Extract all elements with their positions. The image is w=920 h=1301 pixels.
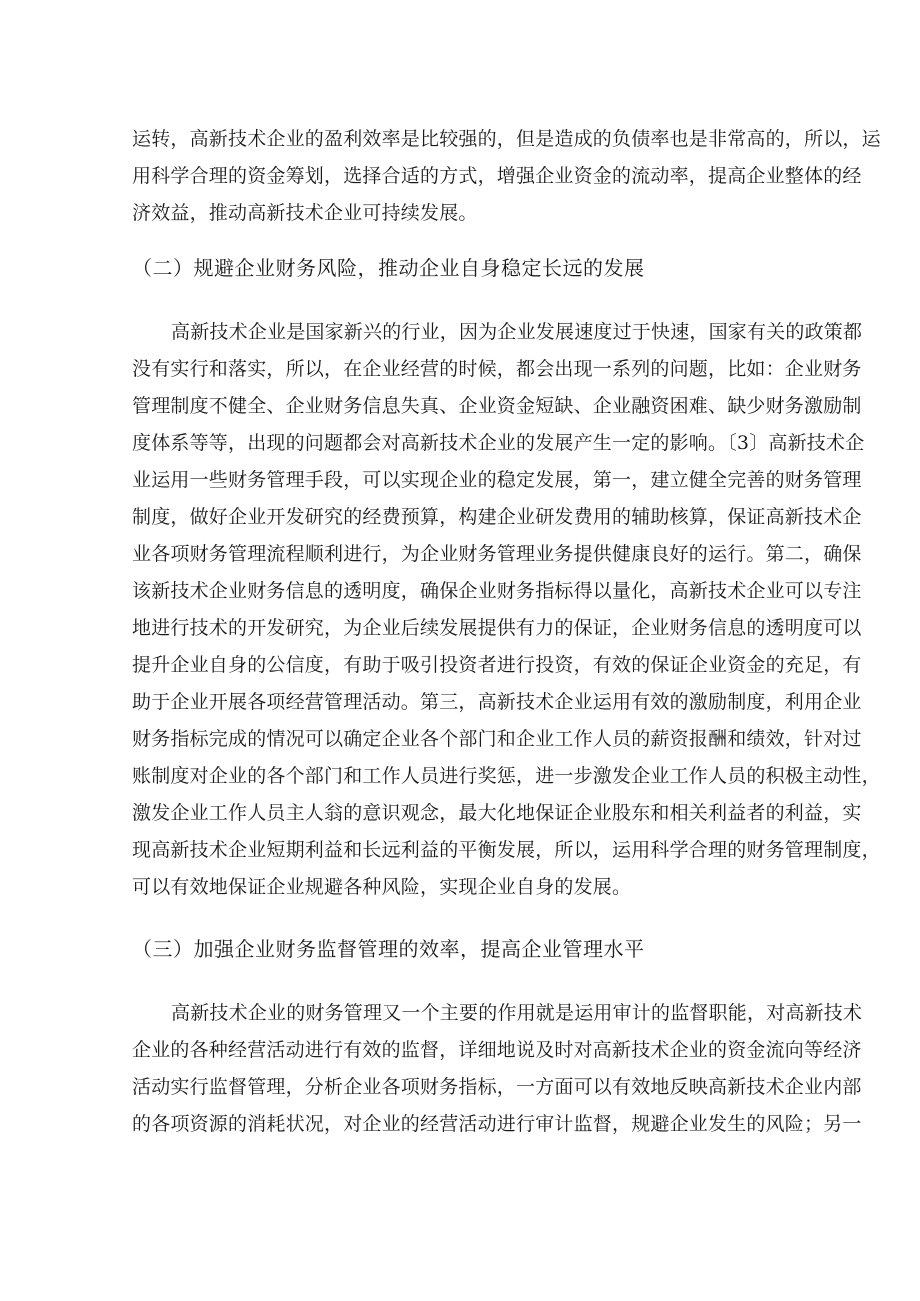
paragraph-line: 活动实行监督管理，分析企业各项财务指标，一方面可以有效地反映高新技术企业内部	[132, 1076, 862, 1098]
paragraph-line: 运转，高新技术企业的盈利效率是比较强的，但是造成的负债率也是非常高的，所以，运	[132, 128, 881, 150]
paragraph-line: 提升企业自身的公信度，有助于吸引投资者进行投资，有效的保证企业资金的充足，有	[132, 654, 862, 676]
paragraph-line: 管理制度不健全、企业财务信息失真、企业资金短缺、企业融资困难、缺少财务激励制	[132, 395, 862, 417]
paragraph-line: 用科学合理的资金筹划，选择合适的方式，增强企业资金的流动率，提高企业整体的经	[132, 165, 862, 187]
paragraph-line: 地进行技术的开发研究，为企业后续发展提供有力的保证，企业财务信息的透明度可以	[132, 617, 862, 639]
paragraph-line: 度体系等等，出现的问题都会对高新技术企业的发展产生一定的影响。〔3〕高新技术企	[132, 432, 865, 454]
paragraph-line: 激发企业工作人员主人翁的意识观念，最大化地保证企业股东和相关利益者的利益，实	[132, 802, 862, 824]
paragraph-line: 高新技术企业的财务管理又一个主要的作用就是运用审计的监督职能，对高新技术	[171, 1002, 863, 1024]
paragraph-line: 该新技术企业财务信息的透明度，确保企业财务指标得以量化，高新技术企业可以专注	[132, 580, 862, 602]
paragraph-line: 业各项财务管理流程顺利进行，为企业财务管理业务提供健康良好的运行。第二，确保	[132, 543, 862, 565]
paragraph-line: 济效益，推动高新技术企业可持续发展。	[132, 202, 478, 224]
section-heading-2: （二）规避企业财务风险，推动企业自身稳定长远的发展	[132, 256, 645, 280]
paragraph-line: 业运用一些财务管理手段，可以实现企业的稳定发展，第一，建立健全完善的财务管理	[132, 469, 862, 491]
paragraph-line: 账制度对企业的各个部门和工作人员进行奖惩，进一步激发企业工作人员的积极主动性，	[132, 765, 881, 787]
paragraph-line: 财务指标完成的情况可以确定企业各个部门和企业工作人员的薪资报酬和绩效，针对过	[132, 728, 862, 750]
paragraph-line: 企业的各种经营活动进行有效的监督，详细地说及时对高新技术企业的资金流向等经济	[132, 1039, 862, 1061]
paragraph-line: 高新技术企业是国家新兴的行业，因为企业发展速度过于快速，国家有关的政策都	[171, 321, 863, 343]
paragraph-line: 现高新技术企业短期利益和长远利益的平衡发展，所以，运用科学合理的财务管理制度，	[132, 839, 881, 861]
section-heading-3: （三）加强企业财务监督管理的效率，提高企业管理水平	[132, 937, 645, 961]
paragraph-line: 没有实行和落实，所以，在企业经营的时候，都会出现一系列的问题，比如：企业财务	[132, 358, 862, 380]
paragraph-line: 的各项资源的消耗状况，对企业的经营活动进行审计监督，规避企业发生的风险；另一	[132, 1113, 862, 1135]
paragraph-line: 可以有效地保证企业规避各种风险，实现企业自身的发展。	[132, 876, 632, 898]
paragraph-line: 制度，做好企业开发研究的经费预算，构建企业研发费用的辅助核算，保证高新技术企	[132, 506, 862, 528]
paragraph-line: 助于企业开展各项经营管理活动。第三，高新技术企业运用有效的激励制度，利用企业	[132, 691, 862, 713]
